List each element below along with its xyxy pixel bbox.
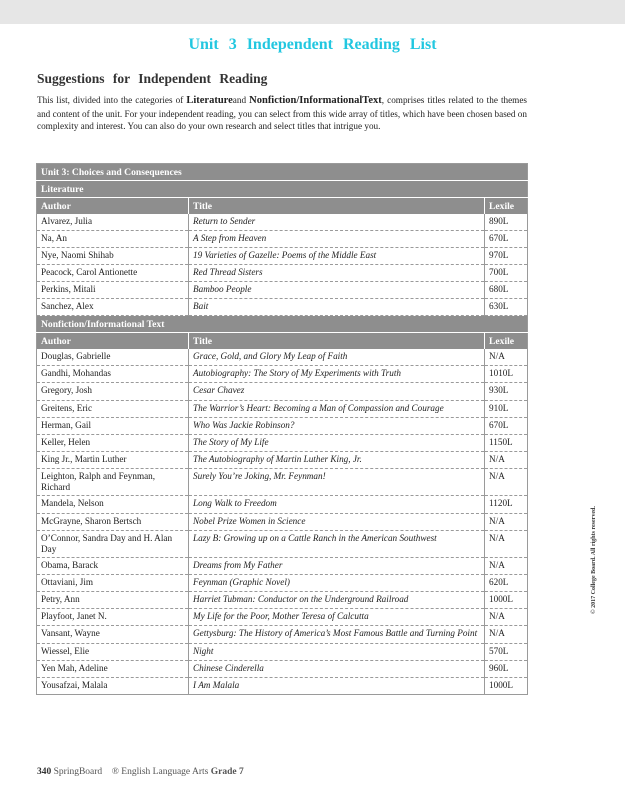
- author-cell: Keller, Helen: [37, 434, 189, 451]
- literature-header-row: [37, 198, 528, 215]
- author-cell: Yen Mah, Adeline: [37, 660, 189, 677]
- nonfiction-label: Nonfiction/Informational Text: [37, 316, 528, 333]
- lexile-cell: 670L: [485, 231, 528, 248]
- title-cell: Bait: [189, 299, 485, 316]
- table-row: [37, 469, 528, 496]
- author-header: Author: [37, 333, 189, 350]
- title-cell: Nobel Prize Women in Science: [189, 513, 485, 530]
- lexile-cell: 930L: [485, 383, 528, 400]
- subject-name: English Language Arts: [121, 767, 209, 777]
- title-cell: Lazy B: Growing up on a Cattle Ranch in the American Southwest: [189, 530, 485, 557]
- lexile-cell: N/A: [485, 609, 528, 626]
- lexile-header: Lexile: [485, 198, 528, 215]
- lexile-cell: N/A: [485, 349, 528, 366]
- title-header: Title: [189, 333, 485, 350]
- table-row: [37, 417, 528, 434]
- title-cell: Return to Sender: [189, 214, 485, 231]
- lexile-cell: 670L: [485, 417, 528, 434]
- title-cell: Night: [189, 643, 485, 660]
- reading-list-body: [37, 164, 528, 695]
- table-row: [37, 660, 528, 677]
- title-cell: Harriet Tubman: Conductor on the Underground Railroad: [189, 592, 485, 609]
- section-heading: Suggestions for Independent Reading: [37, 71, 268, 86]
- author-cell: Alvarez, Julia: [37, 214, 189, 231]
- lexile-cell: 960L: [485, 660, 528, 677]
- title-cell: Feynman (Graphic Novel): [189, 574, 485, 591]
- literature-label: Literature: [37, 181, 528, 198]
- lexile-cell: 1120L: [485, 496, 528, 513]
- page-title: Unit 3 Independent Reading List: [188, 36, 437, 53]
- table-row: [37, 609, 528, 626]
- author-cell: Herman, Gail: [37, 417, 189, 434]
- lexile-cell: N/A: [485, 626, 528, 643]
- author-header: Author: [37, 198, 189, 215]
- lexile-cell: 1150L: [485, 434, 528, 451]
- title-cell: Dreams from My Father: [189, 557, 485, 574]
- intro-text-3: , comprises titles related to the themes and content of the unit. For your independent reading, you can select from this wide array of titles, which have been chosen based on complexity and interest. You can also do your own research and select titles that intrigue you.: [37, 95, 527, 131]
- lexile-cell: 700L: [485, 265, 528, 282]
- table-row: [37, 496, 528, 513]
- lexile-cell: N/A: [485, 530, 528, 557]
- page-number: 340: [37, 767, 52, 777]
- literature-band-row: [37, 181, 528, 198]
- lexile-cell: N/A: [485, 513, 528, 530]
- author-cell: Sanchez, Alex: [37, 299, 189, 316]
- lexile-cell: N/A: [485, 557, 528, 574]
- nonfiction-band-row: [37, 316, 528, 333]
- nonfiction-header-row: [37, 333, 528, 350]
- table-row: [37, 248, 528, 265]
- title-cell: Bamboo People: [189, 282, 485, 299]
- table-row: [37, 643, 528, 660]
- author-cell: Gregory, Josh: [37, 383, 189, 400]
- intro-paragraph: [37, 94, 527, 133]
- lexile-cell: 910L: [485, 400, 528, 417]
- table-row: [37, 265, 528, 282]
- table-row: [37, 574, 528, 591]
- title-cell: The Warrior’s Heart: Becoming a Man of Compassion and Courage: [189, 400, 485, 417]
- lexile-header: Lexile: [485, 333, 528, 350]
- author-cell: Obama, Barack: [37, 557, 189, 574]
- title-cell: The Autobiography of Martin Luther King, Jr.: [189, 452, 485, 469]
- top-bar: [0, 0, 625, 24]
- author-cell: Wiessel, Elie: [37, 643, 189, 660]
- author-cell: Greitens, Eric: [37, 400, 189, 417]
- brand-name: SpringBoard: [53, 767, 103, 777]
- author-cell: Na, An: [37, 231, 189, 248]
- title-cell: Red Thread Sisters: [189, 265, 485, 282]
- title-cell: Who Was Jackie Robinson?: [189, 417, 485, 434]
- table-caption-row: [37, 164, 528, 181]
- lexile-cell: N/A: [485, 469, 528, 496]
- author-cell: Leighton, Ralph and Feynman, Richard: [37, 469, 189, 496]
- title-cell: 19 Varieties of Gazelle: Poems of the Middle East: [189, 248, 485, 265]
- lexile-cell: 630L: [485, 299, 528, 316]
- table-row: [37, 452, 528, 469]
- author-cell: King Jr., Martin Luther: [37, 452, 189, 469]
- title-cell: Surely You’re Joking, Mr. Feynman!: [189, 469, 485, 496]
- table-row: [37, 383, 528, 400]
- lexile-cell: 890L: [485, 214, 528, 231]
- author-cell: Douglas, Gabrielle: [37, 349, 189, 366]
- author-cell: Ottaviani, Jim: [37, 574, 189, 591]
- author-cell: Peacock, Carol Antionette: [37, 265, 189, 282]
- table-row: [37, 282, 528, 299]
- reading-list-table: [36, 163, 528, 695]
- registered-mark: ®: [111, 767, 119, 777]
- table-row: [37, 214, 528, 231]
- table-row: [37, 557, 528, 574]
- author-cell: Nye, Naomi Shihab: [37, 248, 189, 265]
- title-cell: My Life for the Poor, Mother Teresa of Calcutta: [189, 609, 485, 626]
- table-row: [37, 366, 528, 383]
- table-row: [37, 434, 528, 451]
- title-cell: Cesar Chavez: [189, 383, 485, 400]
- title-cell: Grace, Gold, and Glory My Leap of Faith: [189, 349, 485, 366]
- table-caption: Unit 3: Choices and Consequences: [37, 164, 528, 181]
- lexile-cell: 620L: [485, 574, 528, 591]
- lexile-cell: 680L: [485, 282, 528, 299]
- intro-bold-nonfiction: Nonfiction/InformationalText: [249, 95, 382, 106]
- table-row: [37, 592, 528, 609]
- author-cell: Perkins, Mitali: [37, 282, 189, 299]
- author-cell: Petry, Ann: [37, 592, 189, 609]
- copyright-note: © 2017 College Board. All rights reserved.: [591, 506, 597, 614]
- title-header: Title: [189, 198, 485, 215]
- lexile-cell: 1000L: [485, 678, 528, 695]
- lexile-cell: 1010L: [485, 366, 528, 383]
- lexile-cell: 570L: [485, 643, 528, 660]
- title-cell: Autobiography: The Story of My Experiments with Truth: [189, 366, 485, 383]
- table-row: [37, 678, 528, 695]
- table-row: [37, 299, 528, 316]
- table-row: [37, 513, 528, 530]
- table-row: [37, 231, 528, 248]
- author-cell: Vansant, Wayne: [37, 626, 189, 643]
- table-row: [37, 400, 528, 417]
- table-row: [37, 530, 528, 557]
- table-row: [37, 626, 528, 643]
- lexile-cell: 970L: [485, 248, 528, 265]
- author-cell: Playfoot, Janet N.: [37, 609, 189, 626]
- author-cell: Gandhi, Mohandas: [37, 366, 189, 383]
- lexile-cell: 1000L: [485, 592, 528, 609]
- grade-label: Grade 7: [210, 767, 244, 777]
- author-cell: Mandela, Nelson: [37, 496, 189, 513]
- author-cell: O’Connor, Sandra Day and H. Alan Day: [37, 530, 189, 557]
- intro-text-1: This list, divided into the categories of: [37, 95, 187, 105]
- title-cell: Long Walk to Freedom: [189, 496, 485, 513]
- title-cell: I Am Malala: [189, 678, 485, 695]
- intro-bold-literature: Literature: [186, 95, 233, 106]
- page-footer: [37, 767, 244, 777]
- title-cell: The Story of My Life: [189, 434, 485, 451]
- lexile-cell: N/A: [485, 452, 528, 469]
- title-cell: Gettysburg: The History of America’s Most Famous Battle and Turning Point: [189, 626, 485, 643]
- author-cell: McGrayne, Sharon Bertsch: [37, 513, 189, 530]
- title-cell: Chinese Cinderella: [189, 660, 485, 677]
- intro-text-2: and: [232, 95, 250, 105]
- title-cell: A Step from Heaven: [189, 231, 485, 248]
- author-cell: Yousafzai, Malala: [37, 678, 189, 695]
- table-row: [37, 349, 528, 366]
